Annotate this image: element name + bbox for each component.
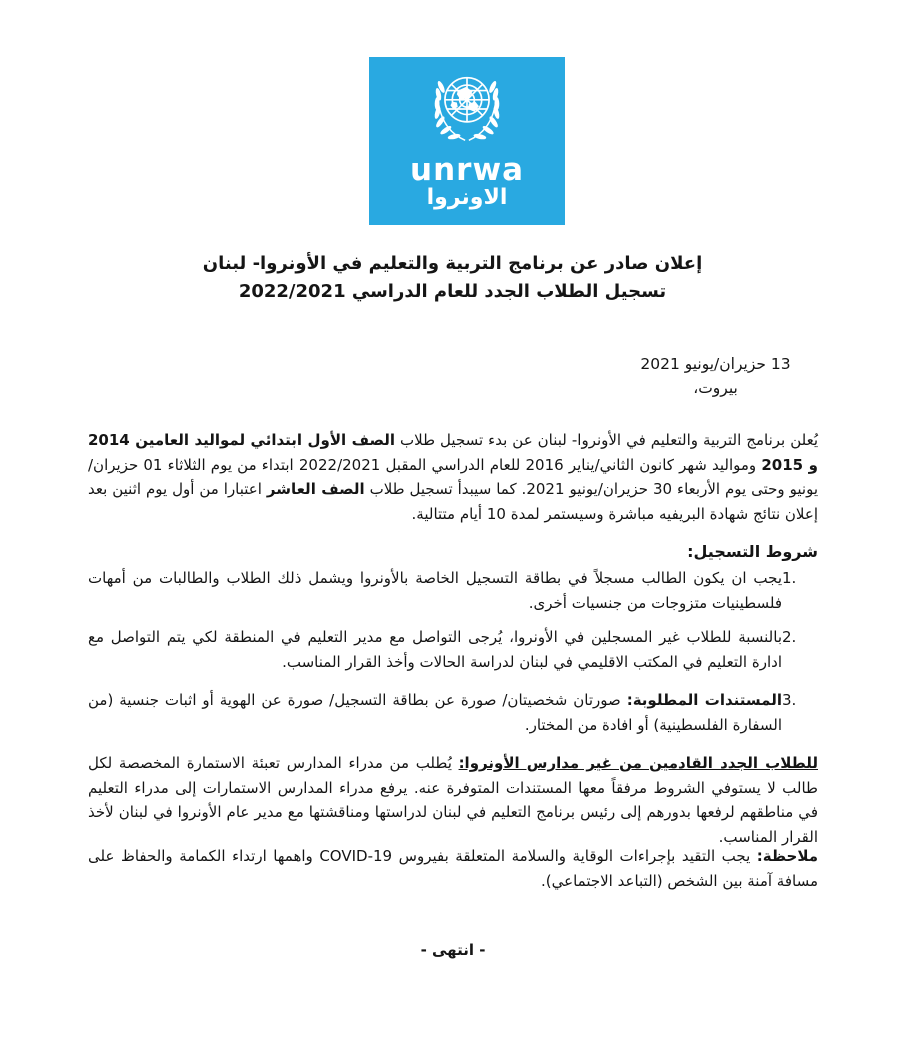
- title-line-1: إعلان صادر عن برنامج التربية والتعليم في الأونروا- لبنان: [202, 253, 703, 274]
- intro-bold-1: الصف الأول ابتدائي لمواليد العامين 2014 و 2015: [88, 431, 819, 474]
- announcement-title: [0, 250, 905, 306]
- note-text: يجب التقيد بإجراءات الوقاية والسلامة المتعلقة بفيروس COVID-19 واهمها ارتداء الكمامة والحفاظ على مسافة آمنة بين الشخص (التباعد الاجتماعي).: [88, 847, 818, 890]
- item-number: 3.: [782, 691, 797, 709]
- unrwa-logo: [369, 57, 565, 225]
- note-lead: ملاحظة:: [756, 847, 818, 865]
- intro-bold-2: الصف العاشر: [266, 480, 365, 498]
- intro-run-1: يُعلن برنامج التربية والتعليم في الأونروا- لبنان عن بدء تسجيل طلاب: [395, 431, 818, 449]
- condition-item-2: [88, 625, 818, 674]
- title-line-2: تسجيل الطلاب الجدد للعام الدراسي 2022/2021: [238, 281, 667, 302]
- date-block: [623, 352, 808, 400]
- item-number: 1.: [782, 569, 797, 587]
- item-text: يجب ان يكون الطالب مسجلاً في بطاقة التسجيل الخاصة بالأونروا ويشمل ذلك الطلاب والطالبات من أمهات فلسطينيات متزوجات من جنسيات أخرى.: [88, 569, 782, 612]
- item-text: [88, 688, 782, 737]
- non-unrwa-text: يُطلب من مدراء المدارس تعبئة الاستمارة المخصصة لكل طالب لا يستوفي الشروط مرفقاً معها المستندات المتوفرة عنه. يرفع مدراء المدارس الاستمارات إلى مدراء التعليم في مناطقهم لرفعها بدورهم إلى رئيس برنامج التعليم في لبنان لدراستها ومناقشتها مع مدير عام الأونروا في لبنان لأخذ القرار المناسب.: [88, 754, 818, 846]
- conditions-heading: شروط التسجيل:: [687, 542, 818, 561]
- item-number: 2.: [782, 628, 797, 646]
- non-unrwa-paragraph: [88, 751, 818, 849]
- item-bold-lead: المستندات المطلوبة:: [626, 691, 783, 709]
- city-line: بيروت،: [693, 379, 738, 397]
- note-paragraph: [88, 844, 818, 893]
- logo-arabic-text: الاونروا: [426, 185, 508, 210]
- date-line: 13 حزيران/يونيو 2021: [640, 355, 791, 373]
- intro-paragraph: [88, 428, 818, 526]
- intro-run-2: ومواليد شهر كانون الثاني/يناير 2016 للعام الدراسي المقبل 2022/2021 ابتداء من يوم الثلاثاء 01 حزيران/يونيو وحتى يوم الأربعاء 30 حزيران/يونيو 2021. كما سيبدأ تسجيل طلاب: [88, 455, 818, 498]
- intro-run-3: اعتبارا من أول يوم اثنين بعد إعلان نتائج شهادة البريفيه مباشرة وسيستمر لمدة 10 أيام متتالية.: [88, 480, 818, 523]
- condition-item-3: [88, 688, 818, 737]
- un-emblem-icon: [411, 63, 523, 155]
- end-mark: - انتهى -: [420, 941, 486, 959]
- item-text-run: صورتان شخصيتان/ صورة عن بطاقة التسجيل/ صورة عن الهوية أو اثبات جنسية (من السفارة الفلسطينية) أو افادة من المختار.: [88, 691, 782, 734]
- non-unrwa-lead: للطلاب الجدد القادمين من غير مدارس الأونروا:: [458, 754, 818, 772]
- logo-latin-text: unrwa: [410, 152, 524, 188]
- condition-item-1: [88, 566, 818, 615]
- item-text: بالنسبة للطلاب غير المسجلين في الأونروا، يُرجى التواصل مع مدير التعليم في المنطقة لكي يتم التواصل مع ادارة التعليم في المكتب الاقليمي في لبنان لدراسة الحالات وأخذ القرار المناسب.: [88, 628, 782, 671]
